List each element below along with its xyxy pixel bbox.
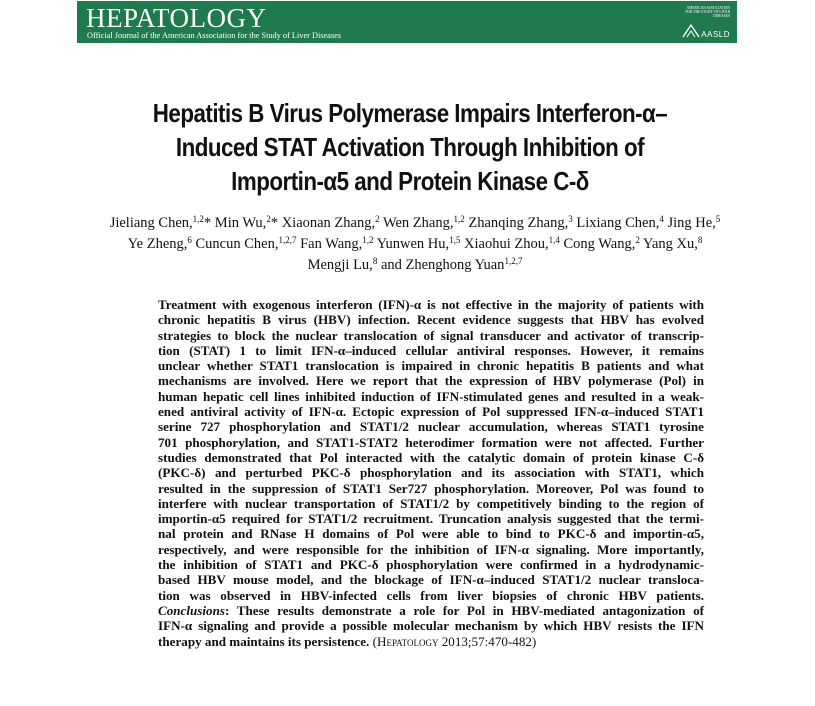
author-affiliation: 1,2,7 [278,235,297,245]
abstract-line: importin-α5 required for STAT1/2 recruitment. Truncation analysis suggested that the termi- [158,511,704,527]
author-affiliation: 1,2 [453,214,465,224]
author-affiliation: 1,4 [548,235,560,245]
author-affiliation: 2 [375,214,380,224]
conclusions-line: Conclusions: These results demonstrate a role for Pol in HBV-mediated antagonization of [158,602,704,618]
author-affiliation: 8 [372,256,378,266]
citation: (Hepatology 2013;57:470-482) [372,633,537,649]
abstract-line: the inhibition of STAT1 and PKC-δ phosphorylation were confirmed in a hydrodynamic- [158,557,704,573]
abstract-line: serine 727 phosphorylation and STAT1/2 nuclear accumulation, whereas STAT1 tyrosine [158,419,704,435]
citation-journal: Hepatology [376,633,439,649]
abstract-line: ened antiviral activity of IFN-α. Ectopic expression of Pol suppressed IFN-α–induced STAT1 [158,404,704,420]
author-affiliation: 1,5 [449,235,461,245]
author-line-3 [80,255,750,276]
author-affiliation: 5 [715,214,721,224]
aasld-logo-caption: AMERICAN ASSOCIATION FOR THE STUDY OF LIVER DISEASES [685,6,730,19]
citation-details: 2013;57:470-482) [438,633,537,649]
author-affiliation: 2 [635,235,640,245]
title-line-1: Hepatitis B Virus Polymerase Impairs Interferon-α– [152,98,668,128]
abstract [158,297,704,649]
abstract-line: strategies to block the nuclear translocation of signal transducer and activator of transcrip- [158,327,704,343]
abstract-line: chronic hepatitis B virus (HBV) infection. Recent evidence suggests that HBV has evolved [158,312,704,328]
author-name: Jieliang Chen, [109,215,193,231]
aasld-emblem-icon [681,23,701,39]
author-name: Fan Wang, [296,236,363,252]
aasld-logo-text: AASLD [701,30,730,39]
abstract-line: resulted in the suppression of STAT1 Ser727 phosphorylation. Moreover, Pol was found to [158,480,704,496]
author-line-2 [80,234,750,255]
abstract-line: studies demonstrated that Pol interacted with the catalytic domain of protein kinase C-δ [158,449,704,465]
journal-subtitle: Official Journal of the American Association for the Study of Liver Diseases [87,31,341,40]
author-name: Yunwen Hu, [373,236,450,252]
author-affiliation: 6 [187,235,192,245]
abstract-body [158,297,704,603]
author-name: Cuncun Chen, [191,236,279,252]
abstract-line: nal protein and RNase H domains of Pol were able to bind to PKC-δ and importin-α5, [158,526,704,542]
abstract-line: Treatment with exogenous interferon (IFN)-α is not effective in the majority of patients with [158,297,704,312]
abstract-line: tion was observed in HBV-infected cells from liver biopsies of chronic HBV patients. [158,587,704,603]
abstract-line: mechanisms are involved. Here we report that the expression of HBV polymerase (Pol) in [158,373,704,389]
author-name: Wen Zhang, [379,215,454,231]
author-affiliation: 1,2 [192,214,204,224]
author-name: Zhanqing Zhang, [464,215,569,231]
author-list [80,213,750,276]
journal-name: HEPATOLOGY [86,3,267,33]
conclusions-line: therapy and maintains its persistence. (Hepatology 2013;57:470-482) [158,633,537,649]
abstract-line: respectively, and were responsible for the inhibition of IFN-α signaling. More importantly, [158,541,704,557]
article-title [109,96,711,198]
author-name: Ye Zheng, [127,236,188,252]
author-name: * Xiaonan Zhang, [270,215,376,231]
abstract-line: based HBV mouse model, and the blockage of IFN-α–induced STAT1/2 nuclear transloca- [158,572,704,588]
abstract-line: 701 phosphorylation, and STAT1-STAT2 heterodimer formation were not affected. Further [158,434,704,450]
author-name: Yang Xu, [639,236,698,252]
title-line-3: Importin-α5 and Protein Kinase C-δ [231,166,589,196]
abstract-line: tion (STAT) 1 to limit IFN-α–induced cellular antiviral responses. However, it remains [158,342,704,358]
abstract-conclusions [158,603,704,649]
abstract-line: (PKC-δ) and perturbed PKC-δ phosphorylation and its association with STAT1, which [158,465,704,481]
journal-banner [77,1,737,43]
conclusions-line: IFN-α signaling and provide a possible molecular mechanism by which HBV resists the IFN [158,618,704,634]
author-name: Lixiang Chen, [572,215,660,231]
author-affiliation: 1,2 [362,235,374,245]
abstract-line: human hepatic cell lines inhibited induction of IFN-stimulated genes and resulted in a weak- [158,388,704,404]
author-affiliation: 2 [266,214,271,224]
author-name: Mengji Lu, [307,257,373,273]
author-affiliation: 1,2,7 [504,256,523,266]
conclusions-label: Conclusions [158,602,225,618]
author-affiliation: 4 [659,214,664,224]
aasld-logo [679,3,733,41]
abstract-line: interfere with nuclear transportation of STAT1/2 by competitively binding to the region of [158,495,704,511]
author-name: Cong Wang, [559,236,636,252]
author-name: Jing He, [663,215,716,231]
title-line-2: Induced STAT Activation Through Inhibition of [175,132,645,162]
author-name: * Min Wu, [203,215,267,231]
author-name: Xiaohui Zhou, [460,236,549,252]
author-affiliation: 8 [697,235,703,245]
abstract-line: unclear whether STAT1 translocation is impaired in chronic hepatitis B patients and what [158,358,704,374]
author-line-1 [80,213,750,234]
author-affiliation: 3 [568,214,573,224]
author-name: and Zhenghong Yuan [377,257,505,273]
